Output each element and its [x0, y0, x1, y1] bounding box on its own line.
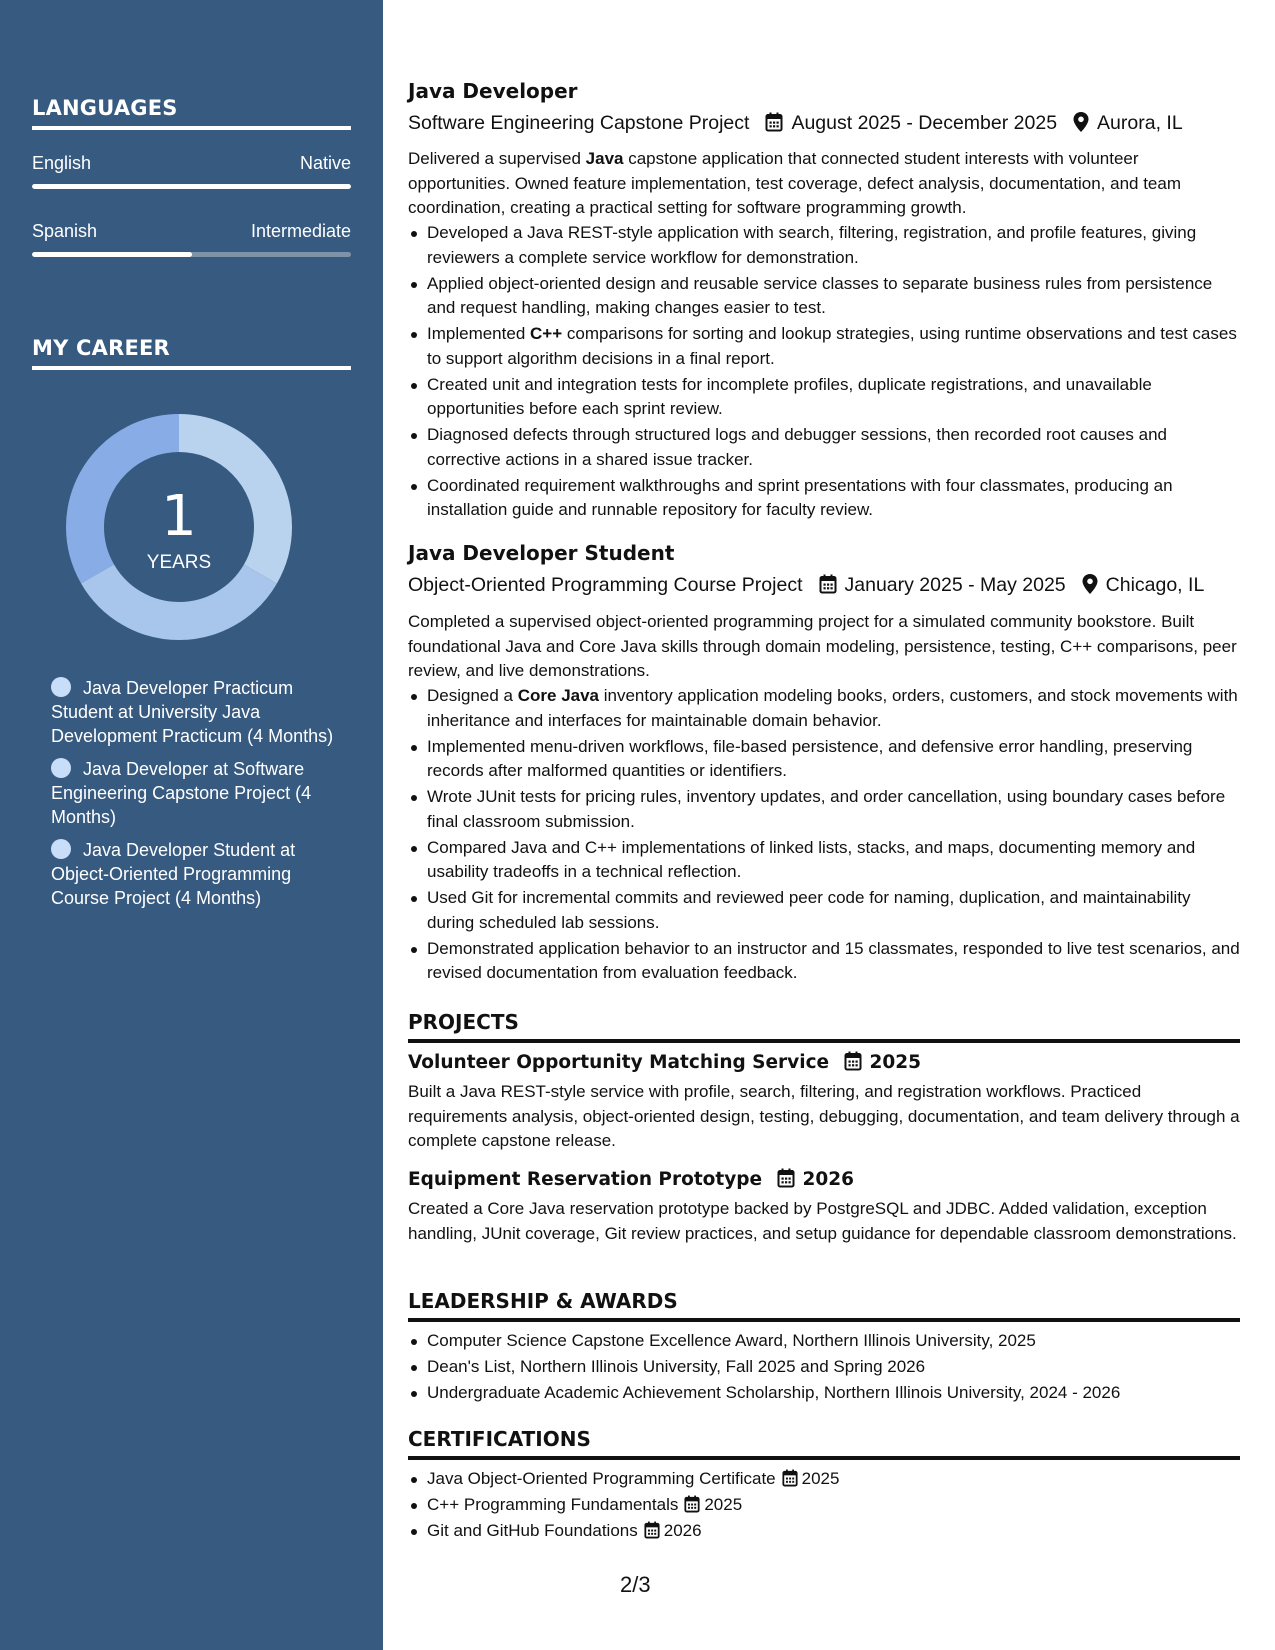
project-name: Volunteer Opportunity Matching Service: [408, 1052, 830, 1073]
language-english: [32, 153, 351, 177]
language-spanish: [32, 221, 351, 245]
project-description: Built a Java REST-style service with profile, search, filtering, and registration workflows. Practiced requirements analysis, object-oriented design, testing, debugging, documentation, and team delivery through a complete capstone release.: [408, 1082, 1240, 1150]
bullet-item: Used Git for incremental commits and reviewed peer code for naming, duplication, and maintainability during scheduled lab sessions.: [408, 886, 1240, 935]
certification-name: Git and GitHub Foundations: [427, 1521, 638, 1540]
bullet-item: Developed a Java REST-style application with search, filtering, registration, and profile features, giving reviewers a complete service workflow for demonstration.: [408, 221, 1240, 270]
language-bar-spanish: [32, 252, 351, 257]
job-bullets: [408, 221, 1240, 524]
project-year: 2025: [869, 1052, 922, 1073]
awards-heading: LEADERSHIP & AWARDS: [408, 1289, 678, 1313]
calendar-icon: [819, 574, 837, 594]
job-summary: [408, 147, 1240, 221]
bullet-text: Designed a Core Java inventory application modeling books, orders, customers, and stock movements with inheritance and interfaces for maintainable domain behavior.: [427, 686, 1238, 730]
calendar-icon: [782, 1469, 798, 1487]
award-item: Undergraduate Academic Achievement Scholarship, Northern Illinois University, 2024 - 2026: [408, 1381, 1240, 1406]
career-years-value: 1: [161, 484, 197, 549]
job-bullets: [408, 684, 1240, 987]
job-dates: August 2025 - December 2025: [791, 112, 1058, 134]
job-company: Object-Oriented Programming Course Project: [408, 574, 803, 596]
certification-item: [408, 1467, 1240, 1492]
project-year: 2026: [802, 1169, 855, 1190]
career-item-text: Java Developer Student at Object-Oriented Programming Course Project (4 Months): [51, 840, 296, 908]
project-description: Created a Core Java reservation prototype backed by PostgreSQL and JDBC. Added validation, exception handling, JUnit coverage, Git review practices, and setup guidance for dependable classroom demonstrations.: [408, 1199, 1237, 1243]
project-name: Equipment Reservation Prototype: [408, 1169, 763, 1190]
career-item: [51, 676, 341, 748]
job-title: Java Developer Student: [408, 541, 675, 565]
certifications-heading: CERTIFICATIONS: [408, 1427, 591, 1451]
job-company: Software Engineering Capstone Project: [408, 112, 750, 134]
career-rule: [32, 366, 351, 370]
language-level: Native: [299, 153, 351, 173]
summary-text: Delivered a supervised: [408, 149, 586, 168]
project-title: [408, 1051, 921, 1073]
bullet-item: Diagnosed defects through structured logs and debugger sessions, then recorded root causes and corrective actions in a shared issue tracker.: [408, 423, 1240, 472]
career-item: [51, 838, 341, 910]
certification-year: 2025: [801, 1469, 840, 1488]
career-dot-icon: [51, 677, 71, 697]
career-item: [51, 757, 341, 829]
calendar-icon: [644, 1521, 660, 1539]
career-dot-icon: [51, 758, 71, 778]
certification-name: Java Object-Oriented Programming Certificate: [427, 1469, 776, 1488]
summary-text: capstone application that connected student interests with volunteer opportunities. Owned feature implementation, test coverage, defect analysis, documentation, and team coordination, creating a practical setting for software programming growth.: [408, 149, 1182, 217]
languages-heading: LANGUAGES: [32, 96, 178, 120]
career-donut-center: [66, 414, 292, 640]
job-meta: [408, 112, 1183, 135]
career-years-label: YEARS: [146, 552, 212, 573]
location-pin-icon: [1073, 112, 1089, 132]
projects-rule: [408, 1039, 1240, 1043]
bullet-item: Demonstrated application behavior to an instructor and 15 classmates, responded to live test scenarios, and revised documentation from evaluation feedback.: [408, 937, 1240, 986]
awards-rule: [408, 1318, 1240, 1322]
award-item: Computer Science Capstone Excellence Award, Northern Illinois University, 2025: [408, 1329, 1240, 1354]
page-number: 2/3: [620, 1572, 651, 1597]
certification-item: [408, 1493, 1240, 1518]
certifications-rule: [408, 1456, 1240, 1460]
awards-list: [408, 1329, 1240, 1407]
summary-bold-text: Java: [585, 149, 624, 168]
calendar-icon: [844, 1051, 862, 1071]
job-meta: [408, 574, 1204, 597]
certification-name: C++ Programming Fundamentals: [427, 1495, 679, 1514]
career-item-text: Java Developer Practicum Student at University Java Development Practicum (4 Months): [51, 678, 334, 746]
bullet-item: Applied object-oriented design and reusable service classes to separate business rules from persistence and request handling, making changes easier to test.: [408, 272, 1240, 321]
projects-heading: PROJECTS: [408, 1010, 519, 1034]
calendar-icon: [765, 112, 783, 132]
bullet-item: Compared Java and C++ implementations of linked lists, stacks, and maps, documenting memory and usability tradeoffs in a technical reflection.: [408, 836, 1240, 885]
languages-rule: [32, 126, 351, 130]
job-location: Chicago, IL: [1105, 574, 1205, 596]
certification-item: [408, 1519, 1240, 1544]
bullet-item: Wrote JUnit tests for pricing rules, inventory updates, and order cancellation, using boundary cases before final classroom submission.: [408, 785, 1240, 834]
certification-year: 2026: [663, 1521, 702, 1540]
certification-year: 2025: [704, 1495, 743, 1514]
bullet-item: Implemented menu-driven workflows, file-based persistence, and defensive error handling, preserving records after malformed quantities or identifiers.: [408, 735, 1240, 784]
job-location: Aurora, IL: [1097, 112, 1183, 134]
career-list: [51, 676, 341, 919]
career-heading: MY CAREER: [32, 336, 170, 360]
career-dot-icon: [51, 839, 71, 859]
sidebar: [0, 0, 383, 1650]
project-title: [408, 1168, 854, 1190]
bullet-item: [408, 322, 1240, 371]
language-name: English: [32, 153, 92, 173]
bullet-item: Coordinated requirement walkthroughs and sprint presentations with four classmates, producing an installation guide and runnable repository for faculty review.: [408, 474, 1240, 523]
location-pin-icon: [1082, 574, 1098, 594]
language-level: Intermediate: [250, 221, 351, 241]
job-title: Java Developer: [408, 79, 578, 103]
calendar-icon: [684, 1495, 700, 1513]
job-summary: Completed a supervised object-oriented programming project for a simulated community bookstore. Built foundational Java and Core Java skills through domain modeling, persistence, testing, C++ comparisons, peer review, and live demonstrations.: [408, 612, 1237, 680]
bullet-text: Implemented C++ comparisons for sorting and lookup strategies, using runtime observations and test cases to support algorithm decisions in a final report.: [427, 324, 1237, 368]
calendar-icon: [777, 1168, 795, 1188]
certifications-list: [408, 1467, 1240, 1545]
job-dates: January 2025 - May 2025: [844, 574, 1066, 596]
language-bar-english: [32, 184, 351, 189]
award-item: Dean's List, Northern Illinois University, Fall 2025 and Spring 2026: [408, 1355, 1240, 1380]
language-name: Spanish: [32, 221, 98, 241]
language-bar-fill: [32, 252, 192, 257]
career-item-text: Java Developer at Software Engineering Capstone Project (4 Months): [51, 759, 312, 827]
language-bar-fill: [32, 184, 351, 189]
bullet-item: [408, 684, 1240, 733]
bullet-item: Created unit and integration tests for incomplete profiles, duplicate registrations, and unavailable opportunities before each sprint review.: [408, 373, 1240, 422]
